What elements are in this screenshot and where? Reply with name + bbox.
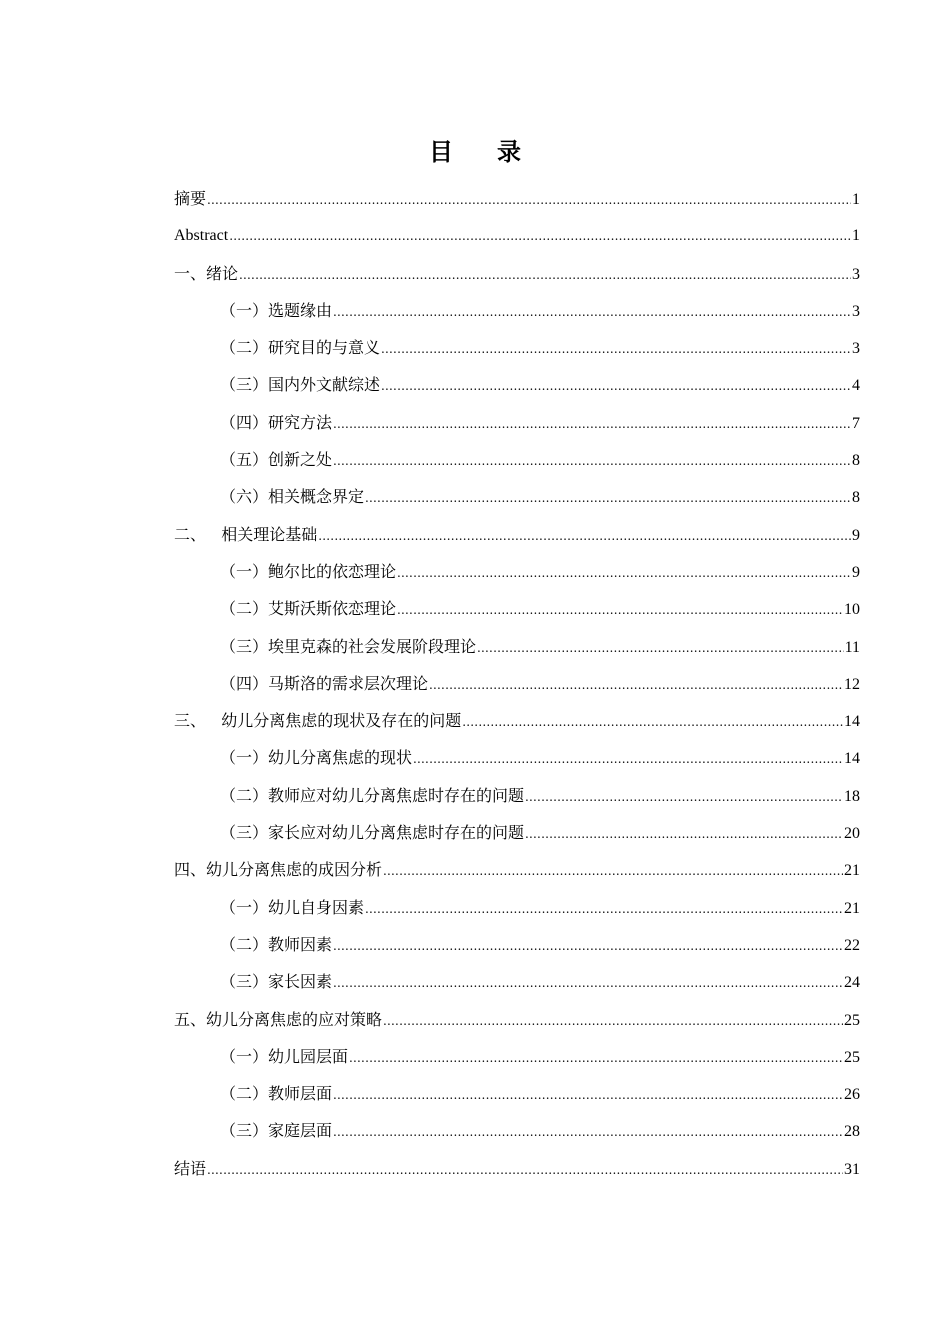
toc-title [0,136,950,168]
toc-leader-dots [333,965,843,1002]
toc-page-number: 3 [852,265,860,283]
toc-entry[interactable] [174,292,860,329]
toc-entry[interactable] [174,628,860,665]
toc-leader-dots [429,667,843,704]
toc-entry-label: 三、 幼儿分离焦虑的现状及存在的问题 [174,711,462,731]
toc-page-number: 21 [844,862,860,880]
toc-page-number: 18 [844,787,860,805]
toc-title-char-1: 目 [429,138,453,166]
toc-entry-label: （六）相关概念界定 [220,487,365,507]
toc-leader-dots [525,779,843,816]
toc-entry[interactable] [174,441,860,478]
toc-leader-dots [318,518,851,555]
toc-page-number: 22 [844,936,860,954]
toc-leader-dots [477,630,844,667]
toc-entry[interactable] [174,180,860,217]
toc-entry[interactable] [174,889,860,926]
toc-entry-label: （二）教师层面 [220,1084,333,1104]
toc-entry[interactable] [174,665,860,702]
toc-entry-label: （三）埃里克森的社会发展阶段理论 [220,636,477,656]
toc-entry[interactable] [174,1112,860,1149]
toc-page-number: 24 [844,974,860,992]
toc-entry[interactable] [174,851,860,888]
toc-entry-label: （一）幼儿分离焦虑的现状 [220,748,413,768]
toc-entry[interactable] [174,404,860,441]
toc-entry[interactable] [174,366,860,403]
toc-leader-dots [349,1040,843,1077]
toc-leader-dots [381,368,851,405]
toc-entry-label: （三）国内外文献综述 [220,375,381,395]
toc-leader-dots [383,1003,843,1040]
toc-entry[interactable] [174,1150,860,1187]
toc-entry[interactable] [174,553,860,590]
toc-page-number: 14 [844,713,860,731]
toc-page-number: 14 [844,750,860,768]
toc-entry[interactable] [174,1038,860,1075]
toc-entry-label: （二）艾斯沃斯依恋理论 [220,599,397,619]
toc-leader-dots [397,592,843,629]
toc-entry[interactable] [174,1001,860,1038]
toc-leader-dots [333,443,851,480]
toc-page-number: 8 [852,452,860,470]
toc-page-number: 20 [844,825,860,843]
toc-entry[interactable] [174,963,860,1000]
toc-leader-dots [239,257,851,294]
toc-entry[interactable] [174,516,860,553]
toc-page-number: 31 [844,1160,860,1178]
toc-leader-dots [525,816,843,853]
toc-page-number: 1 [852,191,860,208]
toc-entry-label: （三）家庭层面 [220,1121,333,1141]
toc-entry-label: 一、绪论 [174,263,239,283]
toc-page-number: 9 [852,526,860,544]
toc-leader-dots [333,294,851,331]
toc-page-number: 10 [844,601,860,619]
toc-leader-dots [383,853,843,890]
toc-page-number: 25 [844,1048,860,1066]
toc-title-char-2: 录 [497,138,521,166]
toc-entry-label: （一）选题缘由 [220,300,333,320]
toc-entry-label: 五、幼儿分离焦虑的应对策略 [174,1009,383,1029]
toc-entry[interactable] [174,329,860,366]
toc-page-number: 21 [844,899,860,917]
toc-entry[interactable] [174,814,860,851]
toc-entry[interactable] [174,217,860,254]
toc-entry-label: （一）鲍尔比的依恋理论 [220,561,397,581]
toc-leader-dots [462,704,843,741]
toc-entry-label: （三）家长应对幼儿分离焦虑时存在的问题 [220,823,525,843]
toc-page-number: 28 [844,1123,860,1141]
toc-entry[interactable] [174,478,860,515]
toc-leader-dots [413,741,843,778]
toc-page-number: 12 [844,675,860,693]
toc-entry-label: Abstract [174,227,229,245]
toc-entry-label: （一）幼儿园层面 [220,1046,349,1066]
toc-entry-label: 二、 相关理论基础 [174,524,318,544]
toc-leader-dots [333,406,851,443]
toc-entry-label: 摘要 [174,189,207,208]
toc-page-number: 8 [852,489,860,507]
toc-entry-label: （二）教师应对幼儿分离焦虑时存在的问题 [220,785,525,805]
toc-entry[interactable] [174,590,860,627]
toc-page-number: 9 [852,563,860,581]
toc-entry-label: （一）幼儿自身因素 [220,897,365,917]
toc-leader-dots [207,182,851,219]
toc-leader-dots [381,331,851,368]
toc-entry-label: （五）创新之处 [220,450,333,470]
toc-leader-dots [397,555,851,592]
toc-entry[interactable] [174,702,860,739]
toc-entry-label: 四、幼儿分离焦虑的成因分析 [174,860,383,880]
toc-page-number: 3 [852,302,860,320]
toc-entry[interactable] [174,926,860,963]
toc-entry[interactable] [174,777,860,814]
toc-page-number: 3 [852,340,860,358]
toc-entry-label: （二）研究目的与意义 [220,338,381,358]
toc-entry[interactable] [174,739,860,776]
toc-entry-label: （二）教师因素 [220,934,333,954]
toc-page-number: 25 [844,1011,860,1029]
toc-page-number: 7 [852,414,860,432]
toc-entry[interactable] [174,1075,860,1112]
toc-leader-dots [333,928,843,965]
toc-page-number: 26 [844,1086,860,1104]
toc-entry-label: （三）家长因素 [220,972,333,992]
toc-entry-label: 结语 [174,1158,207,1178]
toc-leader-dots [365,480,851,517]
toc-entry-label: （四）马斯洛的需求层次理论 [220,673,429,693]
toc-page-number: 11 [844,638,860,656]
toc-leader-dots [365,891,843,928]
toc-page-number: 1 [852,227,860,245]
toc-entry[interactable] [174,255,860,292]
toc-leader-dots [333,1077,843,1114]
toc-entry-label: （四）研究方法 [220,412,333,432]
toc-page-number: 4 [852,377,860,395]
table-of-contents [174,180,860,1187]
toc-leader-dots [207,1152,843,1189]
toc-leader-dots [333,1114,843,1151]
toc-leader-dots [229,218,851,255]
